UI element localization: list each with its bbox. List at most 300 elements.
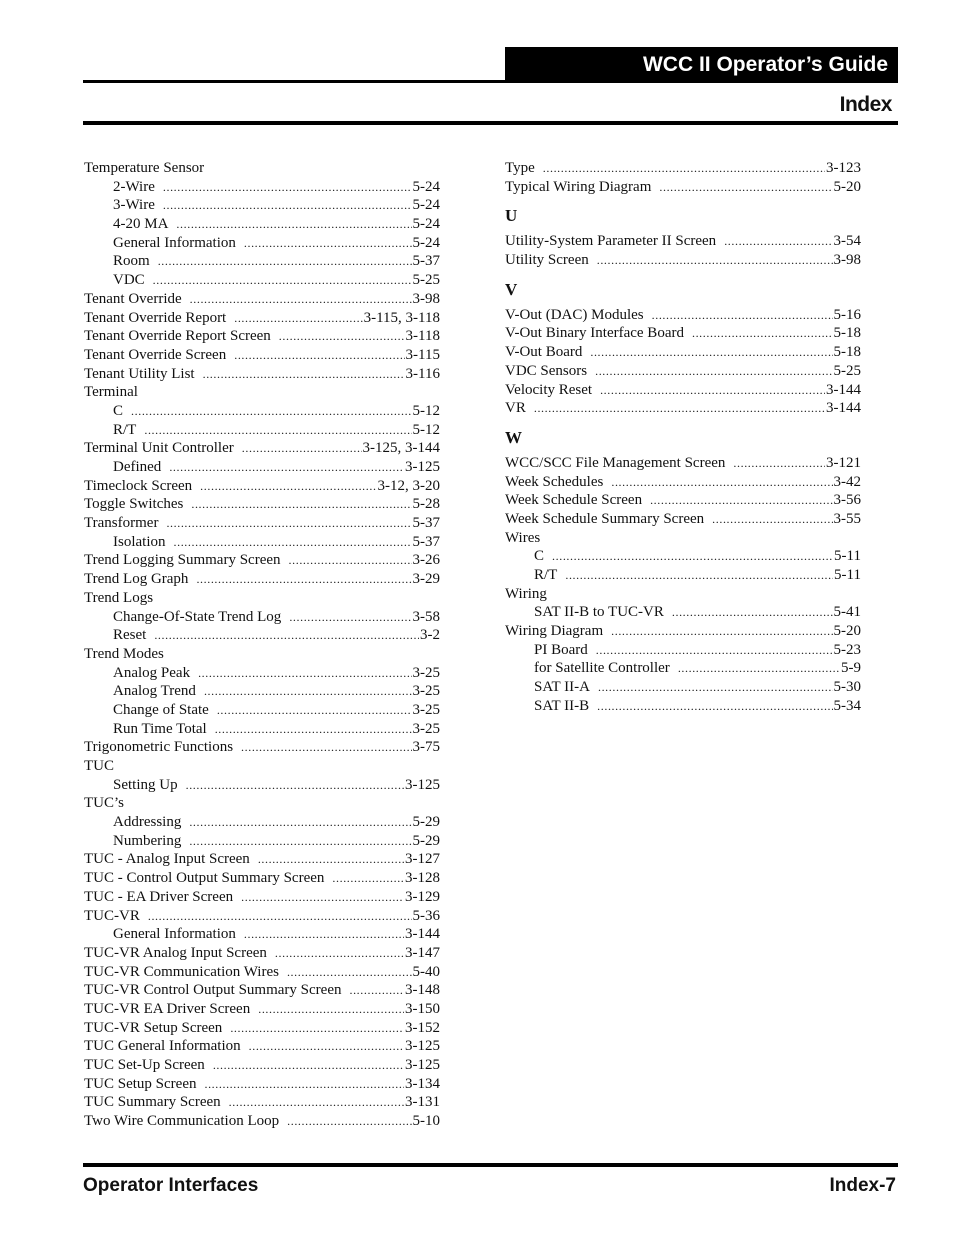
index-subentry [84,178,440,197]
index-page-ref: 3-98 [833,252,861,269]
dot-leader [204,682,412,701]
index-term: Timeclock Screen [84,477,193,494]
index-term: C [534,548,545,565]
dot-leader [590,343,832,362]
index-term: TUC-VR Control Output Summary Screen [84,982,342,999]
index-term: SAT II-A [534,679,590,696]
dot-leader [144,421,411,440]
index-page-ref: 3-98 [412,290,440,307]
index-entry [84,477,440,496]
index-page-ref: 3-56 [833,492,861,509]
dot-leader [191,495,411,514]
index-subentry [84,776,440,795]
dot-leader [600,381,825,400]
index-page-ref: 3-144 [826,381,861,398]
index-page-ref: 5-41 [833,604,861,621]
index-page-ref: 5-12 [412,421,440,438]
index-page-ref: 3-123 [826,160,861,176]
index-term: Reset [113,627,147,644]
index-page-ref: 5-29 [412,832,440,849]
dot-leader [258,850,404,869]
index-subentry [84,832,440,851]
index-entry [84,589,440,608]
index-page-ref: 3-75 [412,739,440,756]
index-entry [84,869,440,888]
dot-leader [158,252,412,271]
dot-leader [153,271,412,290]
index-entry [505,343,861,362]
index-entry [505,159,861,178]
index-page-ref: 3-144 [826,400,861,417]
index-entry [84,309,440,328]
dot-leader [242,439,362,458]
dot-leader [215,720,412,739]
index-entry [84,551,440,570]
index-term: TUC-VR Setup Screen [84,1019,223,1036]
index-page-ref: 3-152 [405,1019,440,1036]
index-page-ref: 5-24 [412,178,440,195]
index-term: R/T [113,421,137,438]
index-page-ref: 3-116 [405,365,440,382]
index-term: Trend Log Graph [84,571,189,588]
index-term: TUC - Control Output Summary Screen [84,870,325,887]
dot-leader [332,869,404,888]
index-page-ref: 5-29 [412,814,440,831]
index-term: Tenant Override [84,290,182,307]
index-term: TUC - EA Driver Screen [84,888,234,905]
index-term: for Satellite Controller [534,660,670,677]
index-entry [84,1056,440,1075]
index-entry [505,324,861,343]
dot-leader [190,290,412,309]
dot-leader [733,454,825,473]
index-entry [505,585,861,604]
index-subentry [84,234,440,253]
index-entry [84,514,440,533]
index-page-ref: 3-58 [412,608,440,625]
dot-leader [163,178,412,197]
index-term: Tenant Override Report Screen [84,328,271,345]
index-term: Tenant Override Screen [84,346,227,363]
dot-leader [258,1000,404,1019]
index-term: Transformer [84,515,159,532]
index-subentry [84,402,440,421]
footer-section-name: Operator Interfaces [83,1175,259,1196]
index-term: Trend Modes [84,645,164,662]
index-entry [505,251,861,270]
index-entry [84,981,440,1000]
index-term: General Information [113,926,236,943]
index-page-ref: 5-12 [412,402,440,419]
index-page-ref: 3-131 [405,1094,440,1111]
index-page-ref: 3-148 [405,982,440,999]
index-term: General Information [113,234,236,251]
index-term: TUC Summary Screen [84,1094,221,1111]
index-term: Terminal [84,384,138,401]
index-page-ref: 3-125, 3-144 [362,440,440,457]
index-subentry [84,608,440,627]
index-entry [505,306,861,325]
index-page-ref: 5-24 [412,234,440,251]
index-letter-heading: U [505,206,518,226]
index-term: Wiring Diagram [505,623,604,640]
dot-leader [169,458,404,477]
index-subentry [84,720,440,739]
index-term: TUC [84,758,114,774]
index-term: Typical Wiring Diagram [505,178,652,195]
index-page-ref: 3-150 [405,1000,440,1017]
index-entry [505,232,861,251]
index-entry [505,529,861,548]
dot-leader [552,547,833,566]
index-page-ref: 3-121 [826,454,861,471]
dot-leader [289,551,412,570]
index-letter-heading: V [505,279,518,299]
dot-leader [244,234,412,253]
index-term: 4-20 MA [113,216,169,233]
index-page-ref: 3-26 [412,552,440,569]
dot-leader [203,365,405,384]
index-subentry [84,682,440,701]
index-page-ref: 3-115 [405,346,440,363]
index-subentry [84,813,440,832]
index-term: SAT II-B to TUC-VR [534,604,664,621]
index-term: TUC-VR Communication Wires [84,963,279,980]
index-term: TUC’s [84,795,125,812]
index-term: VDC [113,272,145,289]
index-term: R/T [534,567,558,583]
index-term: Velocity Reset [505,381,593,398]
index-term: Analog Trend [113,683,196,700]
index-term: 3-Wire [113,197,155,214]
section-rule [83,121,898,125]
index-page-ref: 5-20 [833,623,861,640]
index-entry [505,178,861,197]
index-term: Two Wire Communication Loop [84,1113,280,1130]
dot-leader [565,566,833,585]
dot-leader [200,477,376,496]
index-page-ref: 3-42 [833,473,861,490]
index-term: Analog Peak [113,664,191,681]
index-subentry [505,603,861,622]
index-entry [84,495,440,514]
index-term: VDC Sensors [505,362,588,379]
dot-leader [279,327,405,346]
index-term: Defined [113,459,162,475]
index-page-ref: 3-25 [412,701,440,718]
guide-title: WCC II Operator’s Guide [505,47,898,82]
index-page-ref: 5-24 [412,216,440,233]
index-entry [84,1019,440,1038]
index-term: SAT II-B [534,697,590,714]
index-entry [84,159,440,178]
index-entry [84,365,440,384]
index-page-ref: 5-20 [833,178,861,195]
dot-leader [217,701,412,720]
dot-leader [189,813,411,832]
index-term: V-Out Binary Interface Board [505,325,684,342]
index-page-ref: 3-125 [405,1038,440,1055]
index-entry [84,963,440,982]
index-page-ref: 3-55 [833,510,861,527]
index-term: TUC - Analog Input Screen [84,851,250,868]
dot-leader [597,697,832,716]
dot-leader [198,664,411,683]
index-page-ref: 3-147 [405,944,440,961]
index-page-ref: 3-125 [405,459,440,475]
index-page-ref: 3-125 [405,776,440,793]
index-entry [84,1112,440,1131]
header-rule [83,80,898,83]
index-term: Tenant Override Report [84,309,227,326]
index-term: Type [505,160,535,176]
index-page-ref: 3-54 [833,233,861,250]
dot-leader [650,491,832,510]
index-term: Week Schedule Screen [505,492,643,509]
dot-leader [234,346,404,365]
index-term: Terminal Unit Controller [84,440,234,457]
index-term: Addressing [113,814,182,831]
index-page-ref: 3-25 [412,683,440,700]
index-term: C [113,402,124,419]
dot-leader [275,944,404,963]
index-page-ref: 5-25 [833,362,861,379]
dot-leader [712,510,832,529]
section-title: Index [839,93,892,116]
index-entry [84,850,440,869]
index-term: 2-Wire [113,178,155,195]
index-term: Tenant Utility List [84,365,195,382]
dot-leader [289,608,411,627]
dot-leader [131,402,411,421]
index-subentry [84,533,440,552]
index-entry [84,1037,440,1056]
index-subentry [84,252,440,271]
index-entry [505,491,861,510]
index-term: Change-Of-State Trend Log [113,608,282,625]
index-entry [505,399,861,418]
dot-leader [692,324,833,343]
index-page-ref: 5-11 [834,567,861,583]
dot-leader [597,251,833,270]
index-entry [84,1075,440,1094]
dot-leader [349,981,404,1000]
index-term: Wiring [505,585,547,602]
dot-leader [659,178,832,197]
dot-leader [598,678,833,697]
dot-leader [534,399,825,418]
index-subentry [505,547,861,566]
dot-leader [611,622,832,641]
index-entry [84,1000,440,1019]
index-entry [505,362,861,381]
index-page-ref: 5-40 [412,963,440,980]
dot-leader [652,306,833,325]
index-subentry [505,678,861,697]
index-subentry [505,697,861,716]
dot-leader [204,1075,404,1094]
dot-leader [244,925,404,944]
index-term: WCC/SCC File Management Screen [505,454,726,471]
index-page-ref: 3-25 [412,664,440,681]
dot-leader [166,514,411,533]
index-page-ref: 3-118 [405,328,440,345]
index-term: TUC-VR [84,907,140,924]
index-term: TUC Setup Screen [84,1075,197,1092]
index-page-ref: 5-25 [412,272,440,289]
index-term: V-Out Board [505,344,583,361]
index-page-ref: 3-134 [405,1075,440,1092]
index-subentry [84,215,440,234]
index-subentry [84,196,440,215]
dot-leader [249,1037,404,1056]
index-page-ref: 5-37 [412,253,440,270]
index-term: Run Time Total [113,720,207,737]
index-term: TUC-VR Analog Input Screen [84,944,267,961]
index-page-ref: 5-28 [412,496,440,513]
index-term: Week Schedules [505,473,604,490]
dot-leader [176,215,411,234]
index-subentry [505,641,861,660]
index-term: Room [113,253,150,270]
dot-leader [595,362,832,381]
index-entry [505,473,861,492]
index-term: Wires [505,529,541,546]
index-term: TUC General Information [84,1038,241,1055]
index-entry [84,439,440,458]
dot-leader [213,1056,404,1075]
index-subentry [84,271,440,290]
index-entry [84,738,440,757]
index-page-ref: 5-30 [833,679,861,696]
index-entry [84,757,440,776]
dot-leader [611,473,832,492]
index-term: TUC Set-Up Screen [84,1057,205,1073]
dot-leader [154,626,419,645]
index-page-ref: 5-18 [833,344,861,361]
dot-leader [241,888,404,907]
index-term: TUC-VR EA Driver Screen [84,1000,251,1017]
index-page-ref: 5-16 [833,306,861,323]
index-page-ref: 5-9 [841,660,861,677]
index-entry [84,327,440,346]
index-page-ref: 3-12, 3-20 [377,477,440,494]
index-entry [84,346,440,365]
dot-leader [724,232,832,251]
index-entry [84,383,440,402]
index-term: Setting Up [113,776,178,793]
index-column-left [84,159,440,1131]
index-page-ref: 3-29 [412,571,440,588]
dot-leader [229,1093,404,1112]
dot-leader [543,159,825,178]
index-entry [84,1093,440,1112]
index-entry [505,381,861,400]
dot-leader [148,907,412,926]
dot-leader [672,603,833,622]
dot-leader [163,196,412,215]
index-subentry [84,626,440,645]
dot-leader [234,309,362,328]
dot-leader [241,738,411,757]
index-term: V-Out (DAC) Modules [505,306,644,323]
dot-leader [174,533,412,552]
index-term: Change of State [113,701,209,718]
index-entry [84,570,440,589]
index-term: VR [505,400,526,417]
index-page-ref: 5-18 [833,325,861,342]
dot-leader [596,641,833,660]
footer-page-number: Index-7 [829,1175,896,1196]
index-term: Week Schedule Summary Screen [505,510,705,527]
index-page-ref: 3-125 [405,1057,440,1073]
dot-leader [186,776,404,795]
index-entry [505,454,861,473]
index-entry [84,944,440,963]
index-subentry [84,925,440,944]
dot-leader [678,659,840,678]
index-page-ref: 5-36 [412,907,440,924]
index-page-ref: 5-37 [412,515,440,532]
index-term: Numbering [113,832,182,849]
index-page-ref: 5-23 [833,641,861,658]
index-term: Utility-System Parameter II Screen [505,233,717,250]
index-term: Trend Logging Summary Screen [84,552,281,569]
index-entry [84,290,440,309]
index-page-ref: 3-127 [405,851,440,868]
index-subentry [84,701,440,720]
index-entry [505,510,861,529]
footer-rule [83,1163,898,1167]
index-subentry [84,664,440,683]
index-entry [84,907,440,926]
index-term: Trigonometric Functions [84,739,234,756]
index-page-ref: 3-144 [405,926,440,943]
dot-leader [189,832,411,851]
index-entry [84,645,440,664]
index-page-ref: 5-10 [412,1113,440,1130]
index-page-ref: 5-24 [412,197,440,214]
index-subentry [84,421,440,440]
dot-leader [230,1019,404,1038]
index-subentry [505,659,861,678]
index-page-ref: 3-2 [420,627,440,644]
dot-leader [196,570,411,589]
index-page-ref: 5-11 [834,548,861,565]
index-term: Temperature Sensor [84,160,205,176]
index-entry [84,794,440,813]
index-page-ref: 5-34 [833,697,861,714]
index-letter-heading: W [505,427,522,447]
index-term: Trend Logs [84,589,154,606]
index-subentry [505,566,861,585]
index-entry [505,622,861,641]
index-term: PI Board [534,641,588,658]
index-term: Isolation [113,533,166,550]
dot-leader [287,1112,411,1131]
dot-leader [287,963,412,982]
index-column-right [505,159,861,716]
index-term: Utility Screen [505,252,589,269]
index-page-ref: 3-128 [405,870,440,887]
index-term: Toggle Switches [84,496,184,513]
index-page-ref: 5-37 [412,533,440,550]
index-page-ref: 3-115, 3-118 [363,309,440,326]
index-subentry [84,458,440,477]
index-entry [84,888,440,907]
index-page-ref: 3-25 [412,720,440,737]
index-page-ref: 3-129 [405,888,440,905]
